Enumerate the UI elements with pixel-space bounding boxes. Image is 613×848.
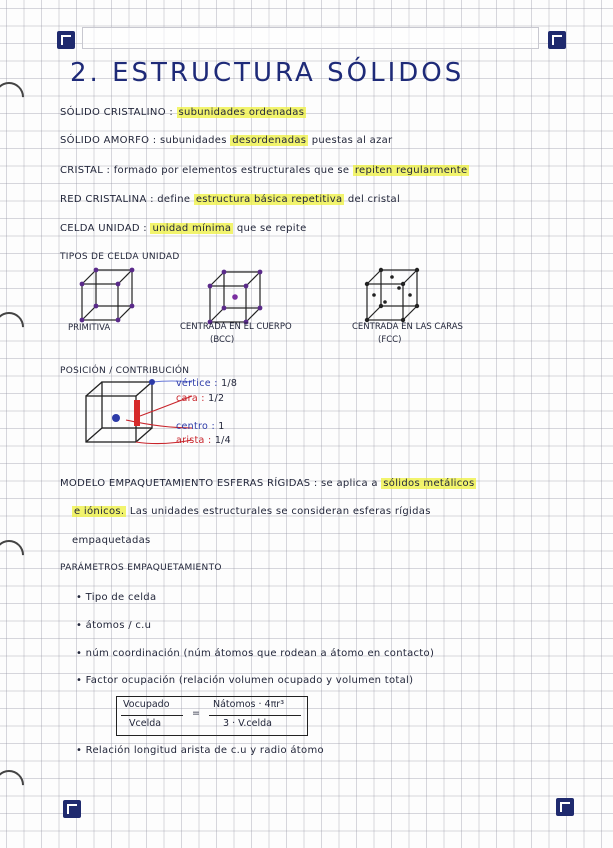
binder-hole-4 — [0, 764, 30, 806]
bcc-cube-drawing — [208, 270, 268, 330]
definition-crystalline-solid: SÓLIDO CRISTALINO : subunidades ordenadas — [60, 107, 305, 118]
corner-mark-bottom-left — [63, 800, 81, 818]
cell-type-label-primitive: PRIMITIVA — [68, 323, 111, 333]
cell-type-label-fcc: CENTRADA EN LAS CARAS — [352, 322, 463, 332]
contribution-center: centro : 1 — [176, 421, 225, 432]
cell-type-abbr-bcc: (BCC) — [210, 335, 235, 345]
position-heading: POSICIÓN / CONTRIBUCIÓN — [60, 366, 190, 376]
definition-crystal-lattice: RED CRISTALINA : define estructura básica repetitiva del cristal — [60, 194, 401, 205]
param-coordination-number: • núm coordinación (núm átomos que rodean a átomo en contacto) — [76, 648, 435, 659]
contribution-face: cara : 1/2 — [176, 393, 225, 404]
cell-type-abbr-fcc: (FCC) — [378, 335, 402, 345]
fcc-cube-drawing — [365, 268, 425, 328]
formula-right-fraction-bar — [209, 715, 301, 716]
header-box — [82, 27, 539, 49]
params-heading: PARÁMETROS EMPAQUETAMIENTO — [60, 563, 222, 573]
definition-crystal: CRISTAL : formado por elementos estructurales que se repiten regularmente — [60, 165, 468, 176]
formula-right-denominator: 3 · V.celda — [223, 718, 272, 729]
formula-equals: = — [192, 708, 200, 719]
formula-left-fraction-bar — [121, 715, 183, 716]
packing-model-line-1: MODELO EMPAQUETAMIENTO ESFERAS RÍGIDAS : se aplica a sólidos metálicos — [60, 478, 475, 489]
packing-factor-formula — [116, 696, 308, 736]
param-edge-radius-relation: • Relación longitud arista de c.u y radio átomo — [76, 745, 324, 756]
param-cell-type: • Tipo de celda — [76, 592, 157, 603]
formula-left-denominator: Vcelda — [129, 718, 162, 729]
param-packing-factor: • Factor ocupación (relación volumen ocupado y volumen total) — [76, 675, 414, 686]
param-atoms-per-cell: • átomos / c.u — [76, 620, 152, 631]
corner-mark-top-right — [548, 31, 566, 49]
definition-unit-cell: CELDA UNIDAD : unidad mínima que se repite — [60, 223, 307, 234]
packing-model-line-2: e iónicos. Las unidades estructurales se consideran esferas rígidas — [74, 506, 431, 517]
page-title: 2. ESTRUCTURA SÓLIDOS — [70, 58, 465, 88]
contribution-edge: arista : 1/4 — [176, 435, 232, 446]
binder-hole-3 — [0, 534, 30, 576]
packing-model-line-3: empaquetadas — [72, 535, 151, 546]
cell-types-heading: TIPOS DE CELDA UNIDAD — [60, 252, 180, 262]
formula-right-numerator: Nátomos · 4πr³ — [213, 699, 285, 710]
contribution-vertex: vértice : 1/8 — [176, 378, 238, 389]
cell-type-label-bcc: CENTRADA EN EL CUERPO — [180, 322, 292, 332]
formula-left-numerator: Vocupado — [123, 699, 170, 710]
definition-amorphous-solid: SÓLIDO AMORFO : subunidades desordenadas puestas al azar — [60, 135, 393, 146]
corner-mark-top-left — [57, 31, 75, 49]
primitive-cube-drawing — [80, 268, 140, 328]
binder-hole-2 — [0, 306, 30, 348]
binder-hole-1 — [0, 76, 30, 118]
corner-mark-bottom-right — [556, 798, 574, 816]
